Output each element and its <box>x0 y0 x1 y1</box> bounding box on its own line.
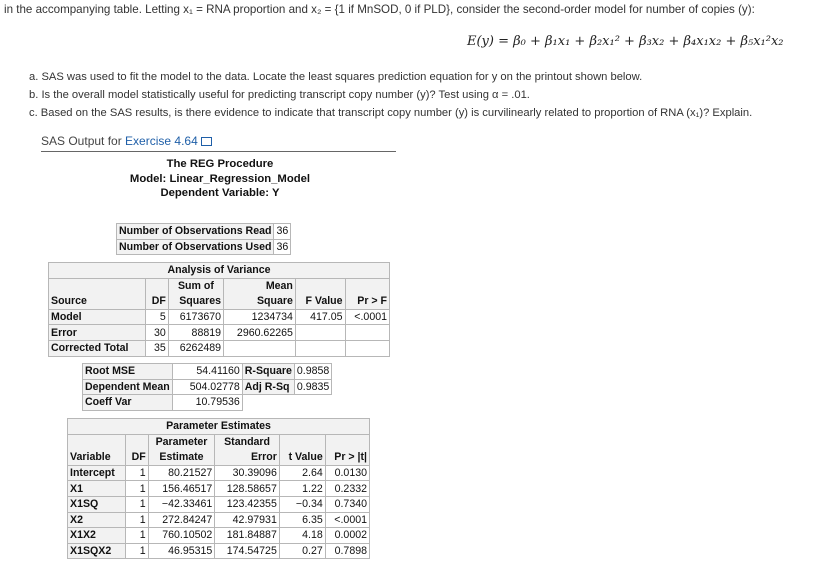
table-row <box>49 263 390 279</box>
param-stderr: 123.42355 <box>215 496 280 512</box>
param-variable: X1X2 <box>68 528 126 544</box>
anova-header-fvalue: F Value <box>295 294 345 310</box>
fit-statistics-table <box>82 363 332 411</box>
params-header-blank <box>279 434 325 450</box>
anova-header-blank <box>49 278 146 294</box>
anova-df: 35 <box>146 340 169 356</box>
obs-read-label: Number of Observations Read <box>117 224 274 240</box>
anova-ms: 1234734 <box>224 309 296 325</box>
anova-header-square: Square <box>224 294 296 310</box>
param-pvalue: 0.7898 <box>325 543 369 559</box>
table-row <box>49 325 390 341</box>
question-a: a. SAS was used to fit the model to the data. Locate the least squares prediction equation for y on the printout shown below. <box>29 71 643 83</box>
param-tvalue: 1.22 <box>279 481 325 497</box>
sas-output-label: SAS Output for <box>41 134 126 148</box>
param-estimate: 80.21527 <box>148 465 215 481</box>
table-row <box>68 512 370 528</box>
empty-cell <box>242 395 294 411</box>
anova-header-blank <box>146 278 169 294</box>
params-header-blank <box>126 434 148 450</box>
obs-used-label: Number of Observations Used <box>117 239 274 255</box>
param-df: 1 <box>126 528 148 544</box>
param-variable: X1SQX2 <box>68 543 126 559</box>
param-stderr: 181.84887 <box>215 528 280 544</box>
param-pvalue: 0.0002 <box>325 528 369 544</box>
external-link-icon[interactable] <box>201 137 212 146</box>
param-stderr: 42.97931 <box>215 512 280 528</box>
table-row <box>68 465 370 481</box>
table-row <box>49 340 390 356</box>
param-estimate: 272.84247 <box>148 512 215 528</box>
param-tvalue: 4.18 <box>279 528 325 544</box>
anova-header-blank <box>345 278 389 294</box>
reg-procedure-title: The REG Procedure <box>166 158 274 170</box>
table-row <box>68 450 370 466</box>
param-estimate: 760.10502 <box>148 528 215 544</box>
anova-header-prf: Pr > F <box>345 294 389 310</box>
table-row <box>49 278 390 294</box>
anova-header-sumof: Sum of <box>168 278 223 294</box>
table-row <box>117 224 291 240</box>
table-row <box>83 364 332 380</box>
params-caption: Parameter Estimates <box>68 419 370 435</box>
param-tvalue: 0.27 <box>279 543 325 559</box>
anova-table <box>48 262 390 357</box>
param-stderr: 174.54725 <box>215 543 280 559</box>
table-row <box>68 528 370 544</box>
param-df: 1 <box>126 512 148 528</box>
anova-f <box>295 325 345 341</box>
params-header-df: DF <box>126 450 148 466</box>
anova-p: <.0001 <box>345 309 389 325</box>
adj-rsq-value: 0.9835 <box>294 379 331 395</box>
anova-header-df: DF <box>146 294 169 310</box>
param-variable: X2 <box>68 512 126 528</box>
root-mse-value: 54.41160 <box>172 364 242 380</box>
obs-used-value: 36 <box>274 239 291 255</box>
param-tvalue: 2.64 <box>279 465 325 481</box>
param-variable: X1SQ <box>68 496 126 512</box>
table-row <box>83 379 332 395</box>
param-tvalue: −0.34 <box>279 496 325 512</box>
param-df: 1 <box>126 496 148 512</box>
sas-output-heading <box>41 134 212 148</box>
dependent-mean-value: 504.02778 <box>172 379 242 395</box>
anova-ms: 2960.62265 <box>224 325 296 341</box>
anova-p <box>345 325 389 341</box>
root-mse-label: Root MSE <box>83 364 173 380</box>
param-variable: X1 <box>68 481 126 497</box>
param-pvalue: 0.2332 <box>325 481 369 497</box>
anova-f <box>295 340 345 356</box>
coeff-var-label: Coeff Var <box>83 395 173 411</box>
anova-source: Corrected Total <box>49 340 146 356</box>
anova-f: 417.05 <box>295 309 345 325</box>
table-row <box>68 419 370 435</box>
table-row <box>68 434 370 450</box>
anova-header-blank <box>295 278 345 294</box>
model-formula: E(y) = β₀ + β₁x₁ + β₂x₁² + β₃x₂ + β₄x₁x₂ + β₅x₁²x₂ <box>467 34 784 49</box>
parameter-estimates-table <box>67 418 370 559</box>
params-header-blank <box>325 434 369 450</box>
reg-dependent-variable: Dependent Variable: Y <box>160 187 280 199</box>
exercise-link[interactable]: Exercise 4.64 <box>125 134 198 148</box>
table-row <box>68 496 370 512</box>
param-estimate: 156.46517 <box>148 481 215 497</box>
rsquare-label: R-Square <box>242 364 294 380</box>
anova-header-source: Source <box>49 294 146 310</box>
anova-ms <box>224 340 296 356</box>
param-pvalue: 0.0130 <box>325 465 369 481</box>
param-df: 1 <box>126 465 148 481</box>
param-stderr: 128.58657 <box>215 481 280 497</box>
param-tvalue: 6.35 <box>279 512 325 528</box>
question-c: c. Based on the SAS results, is there evidence to indicate that transcript copy number (y) is curvilinearly related to proportion of RNA (x₁)? Explain. <box>29 107 753 119</box>
intro-text: in the accompanying table. Letting x₁ = RNA proportion and x₂ = {1 if MnSOD, 0 if PLD}, consider the second-order model for number of copies (y): <box>4 3 755 16</box>
params-header-prt: Pr > |t| <box>325 450 369 466</box>
empty-cell <box>294 395 331 411</box>
rsquare-value: 0.9858 <box>294 364 331 380</box>
param-stderr: 30.39096 <box>215 465 280 481</box>
observations-table <box>116 223 291 255</box>
table-row <box>68 543 370 559</box>
param-estimate: −42.33461 <box>148 496 215 512</box>
param-estimate: 46.95315 <box>148 543 215 559</box>
anova-df: 30 <box>146 325 169 341</box>
param-pvalue: <.0001 <box>325 512 369 528</box>
anova-source: Error <box>49 325 146 341</box>
obs-read-value: 36 <box>274 224 291 240</box>
table-row <box>117 239 291 255</box>
param-variable: Intercept <box>68 465 126 481</box>
anova-source: Model <box>49 309 146 325</box>
params-header-error: Error <box>215 450 280 466</box>
heading-rule <box>41 151 396 152</box>
param-pvalue: 0.7340 <box>325 496 369 512</box>
question-b: b. Is the overall model statistically useful for predicting transcript copy number (y)? Test using α = .01. <box>29 89 530 101</box>
anova-header-mean: Mean <box>224 278 296 294</box>
param-df: 1 <box>126 543 148 559</box>
params-header-variable: Variable <box>68 450 126 466</box>
params-header-tvalue: t Value <box>279 450 325 466</box>
anova-df: 5 <box>146 309 169 325</box>
params-header-blank <box>68 434 126 450</box>
anova-ss: 6262489 <box>168 340 223 356</box>
params-header-standard: Standard <box>215 434 280 450</box>
anova-header-squares: Squares <box>168 294 223 310</box>
table-row <box>83 395 332 411</box>
params-header-parameter: Parameter <box>148 434 215 450</box>
table-row <box>68 481 370 497</box>
table-row <box>49 309 390 325</box>
reg-model-name: Model: Linear_Regression_Model <box>129 173 311 185</box>
anova-p <box>345 340 389 356</box>
dependent-mean-label: Dependent Mean <box>83 379 173 395</box>
param-df: 1 <box>126 481 148 497</box>
adj-rsq-label: Adj R-Sq <box>242 379 294 395</box>
anova-ss: 88819 <box>168 325 223 341</box>
anova-caption: Analysis of Variance <box>49 263 390 279</box>
coeff-var-value: 10.79536 <box>172 395 242 411</box>
params-header-estimate: Estimate <box>148 450 215 466</box>
table-row <box>49 294 390 310</box>
anova-ss: 6173670 <box>168 309 223 325</box>
